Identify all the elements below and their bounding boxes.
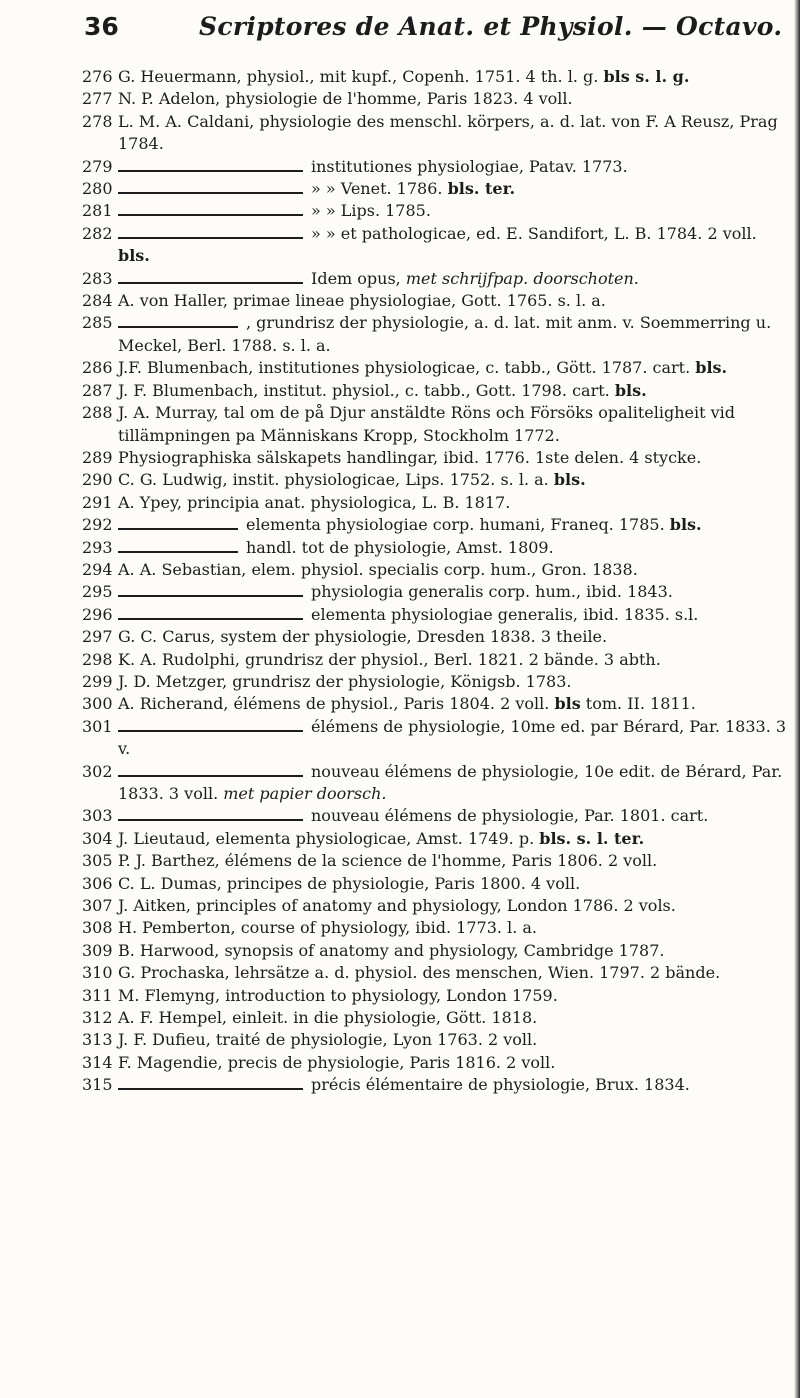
entry-text: élémens de physiologie, 10me ed. par Bérard, Par. 1833. 3 v.: [118, 716, 787, 759]
entry-note: met papier doorsch.: [223, 784, 387, 803]
entry-number: 302: [82, 761, 113, 781]
entry-number: 279: [82, 156, 113, 176]
ditto-rule: [118, 585, 303, 597]
catalog-entry: [82, 895, 788, 917]
catalog-entry: [82, 917, 788, 939]
entry-text: C. L. Dumas, principes de physiologie, Paris 1800. 4 voll.: [118, 873, 581, 893]
catalog-entry: [82, 693, 788, 715]
entry-text: » » et pathologicae, ed. E. Sandifort, L. B. 1784. 2 voll.: [311, 223, 757, 243]
entry-number: 297: [82, 627, 113, 647]
catalog-entry: [82, 357, 788, 379]
entry-number: 314: [82, 1052, 113, 1072]
entry-text: , grundrisz der physiologie, a. d. lat. mit anm. v. Soemmerring u. Meckel, Berl. 1788. s. l. a.: [118, 313, 772, 355]
page-number: 36: [84, 12, 119, 41]
catalog-entry: [82, 537, 788, 559]
entry-number: 281: [82, 201, 113, 221]
catalog-entry: [82, 626, 788, 648]
entry-text: M. Flemyng, introduction to physiology, London 1759.: [118, 985, 558, 1005]
page-header: [84, 12, 784, 52]
entry-number: 276: [82, 67, 113, 86]
ditto-rule: [118, 1078, 303, 1090]
catalog-entry: [82, 716, 788, 761]
catalog-entry: [82, 1074, 788, 1096]
entry-number: 312: [82, 1008, 113, 1028]
entry-text: A. A. Sebastian, elem. physiol. specialis corp. hum., Gron. 1838.: [118, 559, 638, 579]
entry-mark: bls.: [669, 515, 702, 535]
ditto-rule: [118, 272, 303, 284]
catalog-entry: [82, 88, 788, 110]
ditto-rule: [118, 518, 238, 530]
entry-number: 304: [82, 828, 113, 848]
entry-text: G. Heuermann, physiol., mit kupf., Copenh. 1751. 4 th. l. g.: [118, 67, 604, 86]
entry-number: 311: [82, 985, 113, 1005]
entry-number: 284: [82, 291, 113, 311]
catalog-entry: [82, 1007, 788, 1029]
entry-number: 287: [82, 380, 113, 400]
entry-number: 277: [82, 89, 113, 109]
entry-number: 289: [82, 447, 113, 467]
entry-tail: tom. II. 1811.: [580, 694, 696, 714]
entry-text: elementa physiologiae corp. humani, Franeq. 1785.: [246, 515, 670, 535]
entry-number: 307: [82, 896, 113, 916]
catalog-entry: [82, 985, 788, 1007]
entry-number: 283: [82, 268, 113, 288]
catalog-entry: [82, 469, 788, 491]
ditto-rule: [118, 182, 303, 194]
entry-text: nouveau élémens de physiologie, Par. 1801. cart.: [311, 806, 709, 826]
entry-text: elementa physiologiae generalis, ibid. 1835. s.l.: [311, 604, 699, 624]
catalog-entry: [82, 268, 788, 290]
entry-text: précis élémentaire de physiologie, Brux. 1834.: [311, 1075, 690, 1095]
entry-text: H. Pemberton, course of physiology, ibid. 1773. l. a.: [118, 918, 537, 938]
entry-text: institutiones physiologiae, Patav. 1773.: [311, 156, 628, 176]
entry-text: J.F. Blumenbach, institutiones physiologicae, c. tabb., Gött. 1787. cart.: [118, 358, 696, 378]
page-edge-shadow: [794, 0, 800, 1398]
ditto-rule: [118, 608, 303, 620]
entry-number: 303: [82, 806, 113, 826]
catalog-entry: [82, 402, 788, 447]
entry-number: 315: [82, 1075, 113, 1095]
entry-text: J. Aitken, principles of anatomy and physiology, London 1786. 2 vols.: [118, 896, 676, 916]
running-title: Scriptores de Anat. et Physiol. — Octavo.: [199, 12, 783, 41]
ditto-rule: [118, 809, 303, 821]
catalog-entry: [82, 156, 788, 178]
entry-text: Physiographiska sälskapets handlingar, ibid. 1776. 1ste delen. 4 stycke.: [118, 447, 702, 467]
entry-number: 295: [82, 582, 113, 602]
entry-text: C. G. Ludwig, instit. physiologicae, Lips. 1752. s. l. a.: [118, 470, 554, 490]
entry-text: J. F. Dufieu, traité de physiologie, Lyon 1763. 2 voll.: [118, 1030, 538, 1050]
entry-mark: bls: [554, 694, 581, 714]
entry-text: J. F. Blumenbach, institut. physiol., c. tabb., Gott. 1798. cart.: [118, 380, 615, 400]
entry-number: 282: [82, 223, 113, 243]
catalog-entry: [82, 223, 788, 268]
entry-number: 310: [82, 963, 113, 983]
catalog-entry: [82, 492, 788, 514]
ditto-rule: [118, 765, 303, 777]
catalog-entry: [82, 940, 788, 962]
entry-mark: bls s. l. g.: [603, 67, 690, 86]
catalog-entries: [82, 66, 788, 1097]
entry-number: 293: [82, 537, 113, 557]
entry-text: J. Lieutaud, elementa physiologicae, Amst. 1749. p.: [118, 828, 540, 848]
catalog-entry: [82, 1029, 788, 1051]
entry-text: P. J. Barthez, élémens de la science de l'homme, Paris 1806. 2 voll.: [118, 851, 658, 871]
ditto-rule: [118, 204, 303, 216]
entry-mark: bls.: [118, 246, 150, 266]
catalog-entry: [82, 604, 788, 626]
entry-text: » » Venet. 1786.: [311, 179, 448, 199]
entry-text: F. Magendie, precis de physiologie, Paris 1816. 2 voll.: [118, 1052, 556, 1072]
entry-text: B. Harwood, synopsis of anatomy and physiology, Cambridge 1787.: [118, 940, 665, 960]
entry-text: A. Ypey, principia anat. physiologica, L. B. 1817.: [118, 492, 511, 512]
entry-number: 313: [82, 1030, 113, 1050]
entry-text: G. Prochaska, lehrsätze a. d. physiol. des menschen, Wien. 1797. 2 bände.: [118, 963, 721, 983]
entry-number: 296: [82, 604, 113, 624]
entry-text: L. M. A. Caldani, physiologie des menschl. körpers, a. d. lat. von F. A Reusz, Prag 1784.: [118, 111, 778, 154]
catalog-entry: [82, 111, 788, 156]
entry-number: 290: [82, 470, 113, 490]
entry-mark: bls.: [695, 358, 728, 378]
entry-number: 299: [82, 671, 113, 691]
catalog-entry: [82, 312, 788, 357]
entry-number: 280: [82, 179, 113, 199]
entry-text: A. Richerand, élémens de physiol., Paris 1804. 2 voll.: [118, 694, 555, 714]
catalog-entry: [82, 850, 788, 872]
entry-text: Idem opus,: [311, 268, 406, 288]
catalog-entry: [82, 962, 788, 984]
entry-mark: bls. s. l. ter.: [539, 828, 645, 848]
catalog-entry: [82, 380, 788, 402]
entry-number: 285: [82, 313, 113, 333]
catalog-entry: [82, 671, 788, 693]
catalog-entry: [82, 581, 788, 603]
entry-mark: bls. ter.: [447, 179, 516, 199]
ditto-rule: [118, 541, 238, 553]
entry-text: J. A. Murray, tal om de på Djur anstäldte Röns och Försöks opaliteligheit vid tillämpningen pa Människans Kropp, Stockholm 1772.: [118, 403, 736, 445]
catalog-entry: [82, 1052, 788, 1074]
entry-number: 300: [82, 694, 113, 714]
entry-number: 306: [82, 873, 113, 893]
ditto-rule: [118, 720, 303, 732]
ditto-rule: [118, 316, 238, 328]
ditto-rule: [118, 160, 303, 172]
entry-number: 288: [82, 403, 113, 423]
entry-text: G. C. Carus, system der physiologie, Dresden 1838. 3 theile.: [118, 627, 608, 647]
entry-mark: bls.: [614, 380, 647, 400]
catalog-entry: [82, 514, 788, 536]
entry-number: 292: [82, 515, 113, 535]
entry-mark: bls.: [553, 470, 586, 490]
entry-text: J. D. Metzger, grundrisz der physiologie, Königsb. 1783.: [118, 671, 572, 691]
entry-text: N. P. Adelon, physiologie de l'homme, Paris 1823. 4 voll.: [118, 89, 573, 109]
catalog-entry: [82, 761, 788, 806]
entry-text: handl. tot de physiologie, Amst. 1809.: [246, 537, 554, 557]
catalog-entry: [82, 200, 788, 222]
catalog-entry: [82, 805, 788, 827]
catalog-entry: [82, 828, 788, 850]
entry-number: 309: [82, 940, 113, 960]
catalog-entry: [82, 873, 788, 895]
entry-number: 301: [82, 716, 113, 736]
catalog-entry: [82, 66, 788, 88]
entry-text: A. F. Hempel, einleit. in die physiologie, Gött. 1818.: [118, 1008, 538, 1028]
entry-number: 286: [82, 358, 113, 378]
catalog-entry: [82, 649, 788, 671]
catalog-entry: [82, 447, 788, 469]
entry-text: » » Lips. 1785.: [311, 201, 431, 221]
entry-number: 291: [82, 492, 113, 512]
entry-text: physiologia generalis corp. hum., ibid. 1843.: [311, 582, 673, 602]
entry-number: 298: [82, 649, 113, 669]
entry-number: 294: [82, 559, 113, 579]
entry-text: nouveau élémens de physiologie, 10e edit. de Bérard, Par. 1833. 3 voll.: [118, 761, 783, 803]
catalog-entry: [82, 178, 788, 200]
entry-note: met schrijfpap. doorschoten.: [405, 268, 639, 288]
entry-number: 308: [82, 918, 113, 938]
ditto-rule: [118, 227, 303, 239]
catalog-entry: [82, 290, 788, 312]
entry-text: K. A. Rudolphi, grundrisz der physiol., Berl. 1821. 2 bände. 3 abth.: [118, 649, 661, 669]
catalog-entry: [82, 559, 788, 581]
entry-text: A. von Haller, primae lineae physiologiae, Gott. 1765. s. l. a.: [118, 291, 606, 311]
entry-number: 278: [82, 111, 113, 131]
entry-number: 305: [82, 851, 113, 871]
